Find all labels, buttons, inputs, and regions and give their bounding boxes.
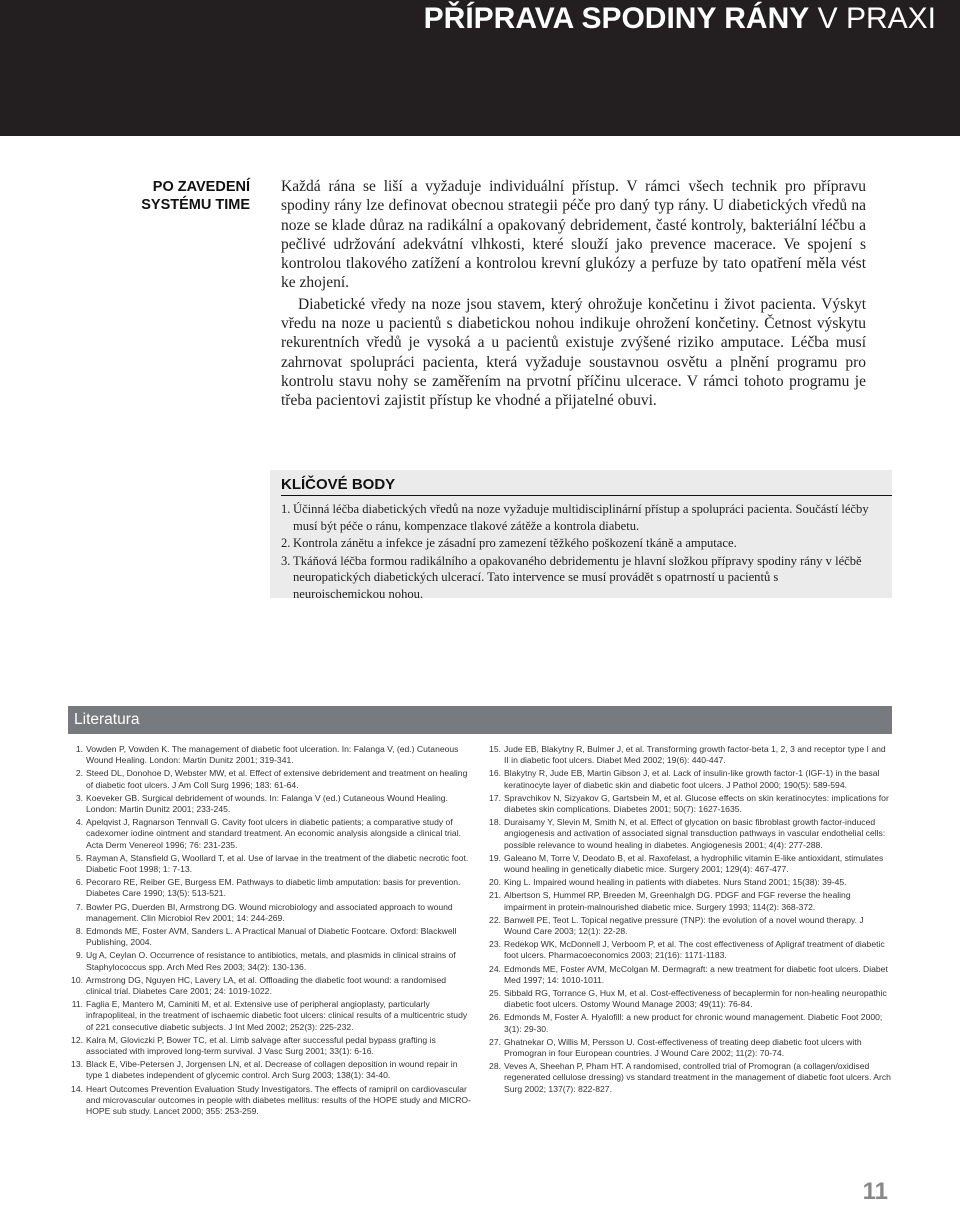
reference-text: Spravchikov N, Sizyakov G, Gartsbein M, et al. Glucose effects on skin keratinocytes: implications for diabetes skin complications. Diabetes 2001; 50(7): 1627-1635. bbox=[504, 792, 889, 815]
reference-text: Duraisamy Y, Slevin M, Smith N, et al. Effect of glycation on basic fibroblast growth factor-induced angiogenesis and activation of associated signal transduction pathways in vascular endothelial cells: possible relevance to wound healing in diabetes. Angiogenesis 2001; 4(4): 277-288. bbox=[504, 817, 886, 850]
intro-paragraph-1: Každá rána se liší a vyžaduje individuální přístup. V rámci všech technik pro přípravu spodiny rány lze definovat obecnou strategii péče pro daný typ rány. U diabetických vředů na noze se klade důraz na radikální a opakovaný debridement, časté kontroly, bakteriální léčbu a pečlivé udržování adekvátní vlhkosti, které slouží jako prevence macerace. Ve spojení s kontrolou tlakového zatížení a kontrolou krevní glukózy a perfuze by tato opatření měla vést ke zhojení. bbox=[281, 178, 866, 292]
reference-item bbox=[488, 1012, 892, 1034]
reference-text: Jude EB, Blakytny R, Bulmer J, et al. Transforming growth factor-beta 1, 2, 3 and receptor type I and II in diabetic foot ulcers. Diabet Med 2002; 19(6): 440-447. bbox=[504, 744, 886, 766]
reference-text: Veves A, Sheehan P, Pham HT. A randomised, controlled trial of Promogran (a collagen/oxidised regenerated cellulose dressing) vs standard treatment in the management of diabetic foot ulcers. Arch Surg 2002; 137(7): 822-827. bbox=[504, 1061, 891, 1094]
reference-text: Bowler PG, Duerden BI, Armstrong DG. Wound microbiology and associated approach to wound management. Clin Microbiol Rev 2001; 14: 244-269. bbox=[86, 901, 453, 923]
key-points-divider bbox=[281, 495, 892, 496]
reference-item bbox=[488, 853, 892, 875]
reference-number: 9. bbox=[75, 950, 83, 961]
reference-item bbox=[70, 817, 472, 851]
reference-text: Vowden P, Vowden K. The management of diabetic foot ulceration. In: Falanga V, (ed.) Cutaneous Wound Healing. London: Martin Dunitz 2001; 319-341. bbox=[86, 744, 459, 766]
reference-text: Ug A, Ceylan O. Occurrence of resistance to antibiotics, metals, and plasmids in clinical strains of Staphylococcus spp. Arch Med Res 2003; 34(2): 130-136. bbox=[86, 950, 456, 972]
literature-title: Literatura bbox=[74, 711, 140, 728]
reference-item bbox=[70, 975, 472, 997]
reference-item bbox=[488, 1037, 892, 1059]
reference-text: Sibbald RG, Torrance G, Hux M, et al. Cost-effectiveness of becaplermin for non-healing neuropathic diabetic foot ulcers. Ostomy Wound Manage 2003; 49(11): 76-84. bbox=[504, 988, 887, 1010]
reference-text: Apelqvist J, Ragnarson Tennvall G. Cavity foot ulcers in diabetic patients; a comparative study of cadexomer iodine ointment and standard treatment. An economic analysis alongside a clinical trial. Acta Derm Venereol 1996; 76: 231-235. bbox=[86, 817, 461, 850]
section-heading-line2: SYSTÉMU TIME bbox=[141, 197, 250, 213]
reference-item bbox=[70, 793, 472, 815]
reference-number: 24. bbox=[489, 963, 501, 974]
reference-text: Heart Outcomes Prevention Evaluation Study Investigators. The effects of ramipril on cardiovascular and microvascular outcomes in people with diabetes mellitus: results of the HOPE study and MICRO-HOPE sub study. Lancet 2000; 355: 253-259. bbox=[86, 1083, 471, 1117]
reference-number: 25. bbox=[489, 988, 501, 999]
reference-text: Galeano M, Torre V, Deodato B, et al. Raxofelast, a hydrophilic vitamin E-like antioxidant, stimulates wound healing in genetically diabetic mice. Surgery 2001; 129(4): 467-477. bbox=[504, 852, 884, 875]
reference-number: 6. bbox=[75, 877, 83, 888]
reference-number: 21. bbox=[489, 890, 501, 901]
reference-text: King L. Impaired wound healing in patients with diabetes. Nurs Stand 2001; 15(38): 39-45. bbox=[504, 877, 847, 888]
key-point-text: Kontrola zánětu a infekce je zásadní pro zamezení těžkého poškození tkáně a amputace. bbox=[293, 536, 737, 550]
reference-number: 8. bbox=[75, 926, 83, 937]
reference-item bbox=[70, 950, 472, 972]
reference-item bbox=[70, 877, 472, 899]
reference-text: Banwell PE, Teot L. Topical negative pressure (TNP): the evolution of a novel wound therapy. J Wound Care 2003; 12(1): 22-28. bbox=[504, 914, 864, 937]
reference-item bbox=[70, 999, 472, 1033]
reference-text: Ghatnekar O, Willis M, Persson U. Cost-effectiveness of treating deep diabetic foot ulcers with Promogran in four European countries. J Wound Care 2002; 11(2): 70-74. bbox=[504, 1036, 862, 1059]
reference-number: 11. bbox=[71, 999, 83, 1010]
reference-text: Black E, Vibe-Petersen J, Jorgensen LN, et al. Decrease of collagen deposition in wound repair in type 1 diabetes independent of glycemic control. Arch Surg 2003; 138(1): 34-40. bbox=[86, 1059, 458, 1081]
reference-number: 28. bbox=[489, 1061, 501, 1072]
reference-text: Edmonds ME, Foster AVM, Sanders L. A Practical Manual of Diabetic Footcare. Oxford: Blackwell Publishing, 2004. bbox=[86, 926, 457, 948]
reference-text: Koeveker GB. Surgical debridement of wounds. In: Falanga V (ed.) Cutaneous Wound Healing. London: Martin Dunitz 2001; 233-245. bbox=[86, 792, 448, 815]
reference-item bbox=[70, 853, 472, 875]
key-points-title: KLÍČOVÉ BODY bbox=[281, 476, 396, 493]
key-point-text: Účinná léčba diabetických vředů na noze vyžaduje multidisciplinární přístup a spolupráci pacienta. Součástí léčby musí být péče o ránu, kompenzace tlakové zátěže a kontrola diabetu. bbox=[293, 502, 869, 533]
reference-text: Edmonds M, Foster A. Hyalofill: a new product for chronic wound management. Diabetic Foot 2000; 3(1): 29-30. bbox=[504, 1012, 883, 1034]
key-point-item bbox=[281, 553, 871, 603]
reference-text: Armstrong DG, Nguyen HC, Lavery LA, et al. Offloading the diabetic foot wound: a randomised clinical trial. Diabetes Care 2001; 24: 1019-1022. bbox=[86, 974, 447, 997]
reference-item bbox=[70, 768, 472, 790]
key-point-item bbox=[281, 501, 871, 534]
reference-number: 16. bbox=[489, 768, 501, 779]
key-point-number: 2. bbox=[281, 536, 291, 550]
key-point-number: 3. bbox=[281, 553, 291, 568]
literature-header-band bbox=[68, 706, 892, 734]
reference-number: 4. bbox=[75, 817, 83, 828]
reference-text: Steed DL, Donohoe D, Webster MW, et al. Effect of extensive debridement and treatment on healing of diabetic foot ulcers. J Am Coll Surg 1996; 183: 61-64. bbox=[86, 768, 468, 790]
reference-item bbox=[70, 902, 472, 924]
reference-number: 18. bbox=[489, 817, 501, 828]
references-column-2 bbox=[488, 744, 892, 1097]
reference-number: 20. bbox=[489, 877, 501, 888]
reference-item bbox=[488, 877, 892, 888]
key-points-list bbox=[281, 501, 871, 603]
reference-item bbox=[70, 744, 472, 766]
reference-number: 17. bbox=[489, 792, 501, 803]
intro-text bbox=[281, 177, 866, 411]
reference-item bbox=[488, 915, 892, 937]
reference-number: 1. bbox=[75, 744, 83, 754]
reference-number: 22. bbox=[489, 914, 501, 925]
reference-text: Kalra M, Gloviczki P, Bower TC, et al. Limb salvage after successful pedal bypass grafting is associated with improved long-term survival. J Vasc Surg 2001; 33(1): 6-16. bbox=[86, 1034, 436, 1057]
reference-number: 2. bbox=[75, 768, 83, 779]
reference-text: Rayman A, Stansfield G, Woollard T, et al. Use of larvae in the treatment of the diabetic necrotic foot. Diabetic Foot 1998; 1: 7-13. bbox=[86, 852, 469, 875]
reference-text: Albertson S, Hummel RP, Breeden M, Greenhalgh DG. PDGF and FGF reverse the healing impairment in protein-malnourished diabetic mice. Surgery 1993; 114(2): 368-372. bbox=[504, 890, 851, 912]
reference-item bbox=[70, 926, 472, 948]
reference-item bbox=[70, 1035, 472, 1057]
reference-text: Edmonds ME, Foster AVM, McColgan M. Dermagraft: a new treatment for diabetic foot ulcers. Diabet Med 1997; 14: 1010-1011. bbox=[504, 963, 888, 985]
reference-number: 26. bbox=[489, 1012, 501, 1023]
header-title-bold: PŘÍPRAVA SPODINY RÁNY bbox=[423, 2, 810, 35]
reference-item bbox=[488, 1061, 892, 1095]
reference-text: Faglia E, Mantero M, Caminiti M, et al. Extensive use of peripheral angioplasty, particularly infrapopliteal, in the treatment of ischaemic diabetic foot ulcers: clinical results of a multicentric study of 221 consecutive diabetic subjects. J Int Med 2002; 252(3): 225-232. bbox=[86, 999, 468, 1032]
key-point-number: 1. bbox=[281, 502, 291, 516]
reference-item bbox=[488, 890, 892, 912]
reference-item bbox=[70, 1059, 472, 1081]
reference-item bbox=[70, 1084, 472, 1118]
section-heading-line1: PO ZAVEDENÍ bbox=[152, 179, 250, 195]
reference-number: 19. bbox=[489, 852, 501, 863]
reference-item bbox=[488, 744, 892, 766]
section-heading bbox=[96, 178, 250, 214]
reference-number: 12. bbox=[71, 1034, 83, 1045]
reference-text: Redekop WK, McDonnell J, Verboom P, et al. The cost effectiveness of Apligraf treatment of diabetic foot ulcers. Pharmacoeconomics 2003; 21(16): 1171-1183. bbox=[504, 939, 885, 961]
reference-item bbox=[488, 817, 892, 851]
reference-item bbox=[488, 964, 892, 986]
reference-number: 14. bbox=[71, 1083, 83, 1094]
references-column-1 bbox=[70, 744, 472, 1119]
reference-number: 13. bbox=[71, 1059, 83, 1070]
reference-number: 7. bbox=[75, 901, 83, 912]
reference-item bbox=[488, 988, 892, 1010]
page-number: 11 bbox=[862, 1178, 888, 1205]
page-header-title bbox=[424, 2, 936, 36]
key-point-text: Tkáňová léčba formou radikálního a opakovaného debridementu je hlavní složkou přípravy spodiny rány v léčbě neuropatických diabetických ulcerací. Tato intervence se musí provádět s opatrností u pacientů s neuroischemickou nohou. bbox=[293, 553, 862, 601]
intro-paragraph-2: Diabetické vředy na noze jsou stavem, který ohrožuje končetinu i život pacienta. Výskyt vředu na noze u pacientů s diabetickou nohou indikuje ohrožení končetiny. Četnost výskytu rekurentních vředů je vysoká a u pacientů existuje zvýšené riziko amputace. Léčba musí zahrnovat spolupráci pacienta, která vyžaduje soustavnou osvětu a plnění programu pro kontrolu stavu nohy se zaměřením na prvotní příčinu ulcerace. V rámci tohoto programu je třeba pacientovi zajistit přístup ke vhodné a přijatelné obuvi. bbox=[281, 295, 866, 410]
reference-number: 27. bbox=[489, 1036, 501, 1047]
reference-item bbox=[488, 768, 892, 790]
reference-number: 23. bbox=[489, 939, 501, 950]
header-title-light: V PRAXI bbox=[817, 2, 936, 35]
reference-number: 15. bbox=[489, 744, 501, 754]
reference-number: 10. bbox=[71, 974, 83, 985]
reference-text: Blakytny R, Jude EB, Martin Gibson J, et al. Lack of insulin-like growth factor-1 (IGF-1) in the basal keratinocyte layer of diabetic skin and diabetic foot ulcers. J Pathol 2000; 190(5): 589-594. bbox=[504, 768, 880, 790]
reference-number: 3. bbox=[75, 792, 83, 803]
reference-text: Pecoraro RE, Reiber GE, Burgess EM. Pathways to diabetic limb amputation: basis for prevention. Diabetes Care 1990; 13(5): 513-521. bbox=[86, 877, 461, 899]
reference-item bbox=[488, 793, 892, 815]
key-point-item bbox=[281, 535, 871, 552]
reference-number: 5. bbox=[75, 852, 83, 863]
reference-item bbox=[488, 939, 892, 961]
